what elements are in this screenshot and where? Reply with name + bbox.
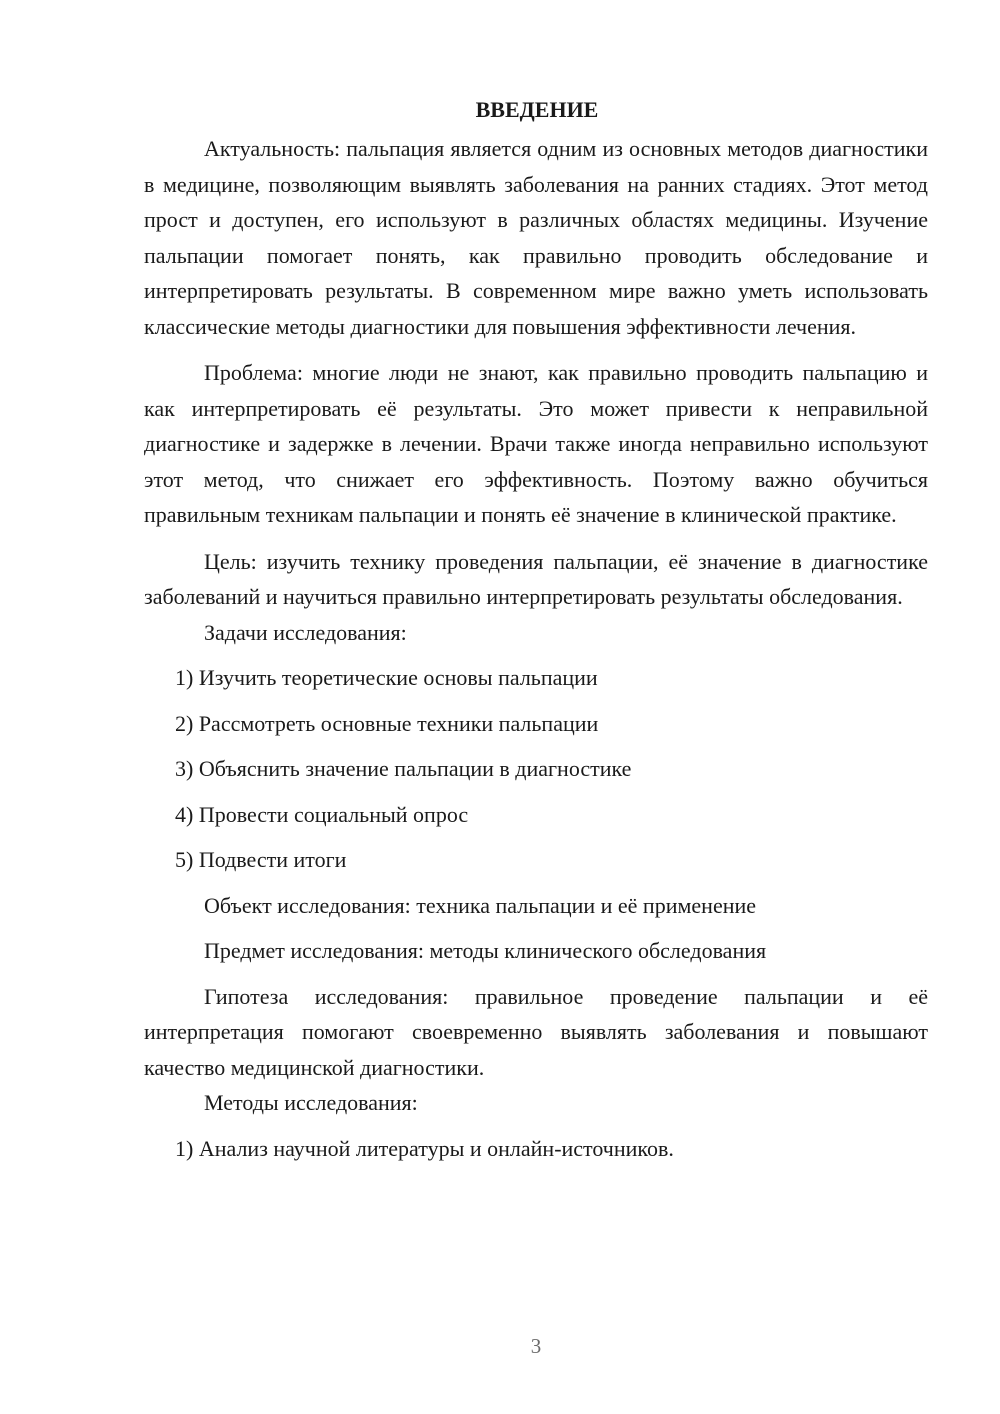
- task-item-3: 3) Объяснить значение пальпации в диагностике: [175, 756, 632, 781]
- research-subject: Предмет исследования: методы клинического обследования: [204, 938, 767, 963]
- problem-paragraph: Проблема: многие люди не знают, как правильно проводить пальпацию и как интерпретировать её результаты. Это может привести к неправильной диагностике и задержке в лечении. Врачи также иногда неправильно используют этот метод, что снижает его эффективность. Поэтому важно обучиться правильным техникам пальпации и понять её значение в клинической практике.: [144, 360, 928, 527]
- method-item-1: 1) Анализ научной литературы и онлайн-источников.: [175, 1135, 674, 1161]
- methods-heading: Методы исследования:: [204, 1090, 418, 1115]
- tasks-heading: Задачи исследования:: [204, 619, 407, 645]
- page-content: [144, 95, 928, 1166]
- task-item-5: 5) Подвести итоги: [175, 847, 347, 872]
- task-item-2: 2) Рассмотреть основные техники пальпации: [175, 710, 599, 736]
- page-number: 3: [530, 1334, 542, 1358]
- research-object: Объект исследования: техника пальпации и её применение: [204, 892, 757, 918]
- relevance-paragraph: Актуальность: пальпация является одним из основных методов диагностики в медицине, позволяющим выявлять заболевания на ранних стадиях. Этот метод прост и доступен, его используют в различных областях медицины. Изучение пальпации помогает понять, как правильно проводить обследование и интерпретировать результаты. В современном мире важно уметь использовать классические методы диагностики для повышения эффективности лечения.: [144, 136, 928, 339]
- page-title: ВВЕДЕНИЕ: [475, 97, 599, 122]
- hypothesis-paragraph: Гипотеза исследования: правильное проведение пальпации и её интерпретация помогают своевременно выявлять заболевания и повышают качество медицинской диагностики.: [144, 983, 928, 1080]
- task-item-4: 4) Провести социальный опрос: [175, 801, 469, 827]
- goal-paragraph: Цель: изучить технику проведения пальпации, её значение в диагностике заболеваний и научиться правильно интерпретировать результаты обследования.: [144, 548, 928, 609]
- task-item-1: 1) Изучить теоретические основы пальпации: [175, 665, 598, 690]
